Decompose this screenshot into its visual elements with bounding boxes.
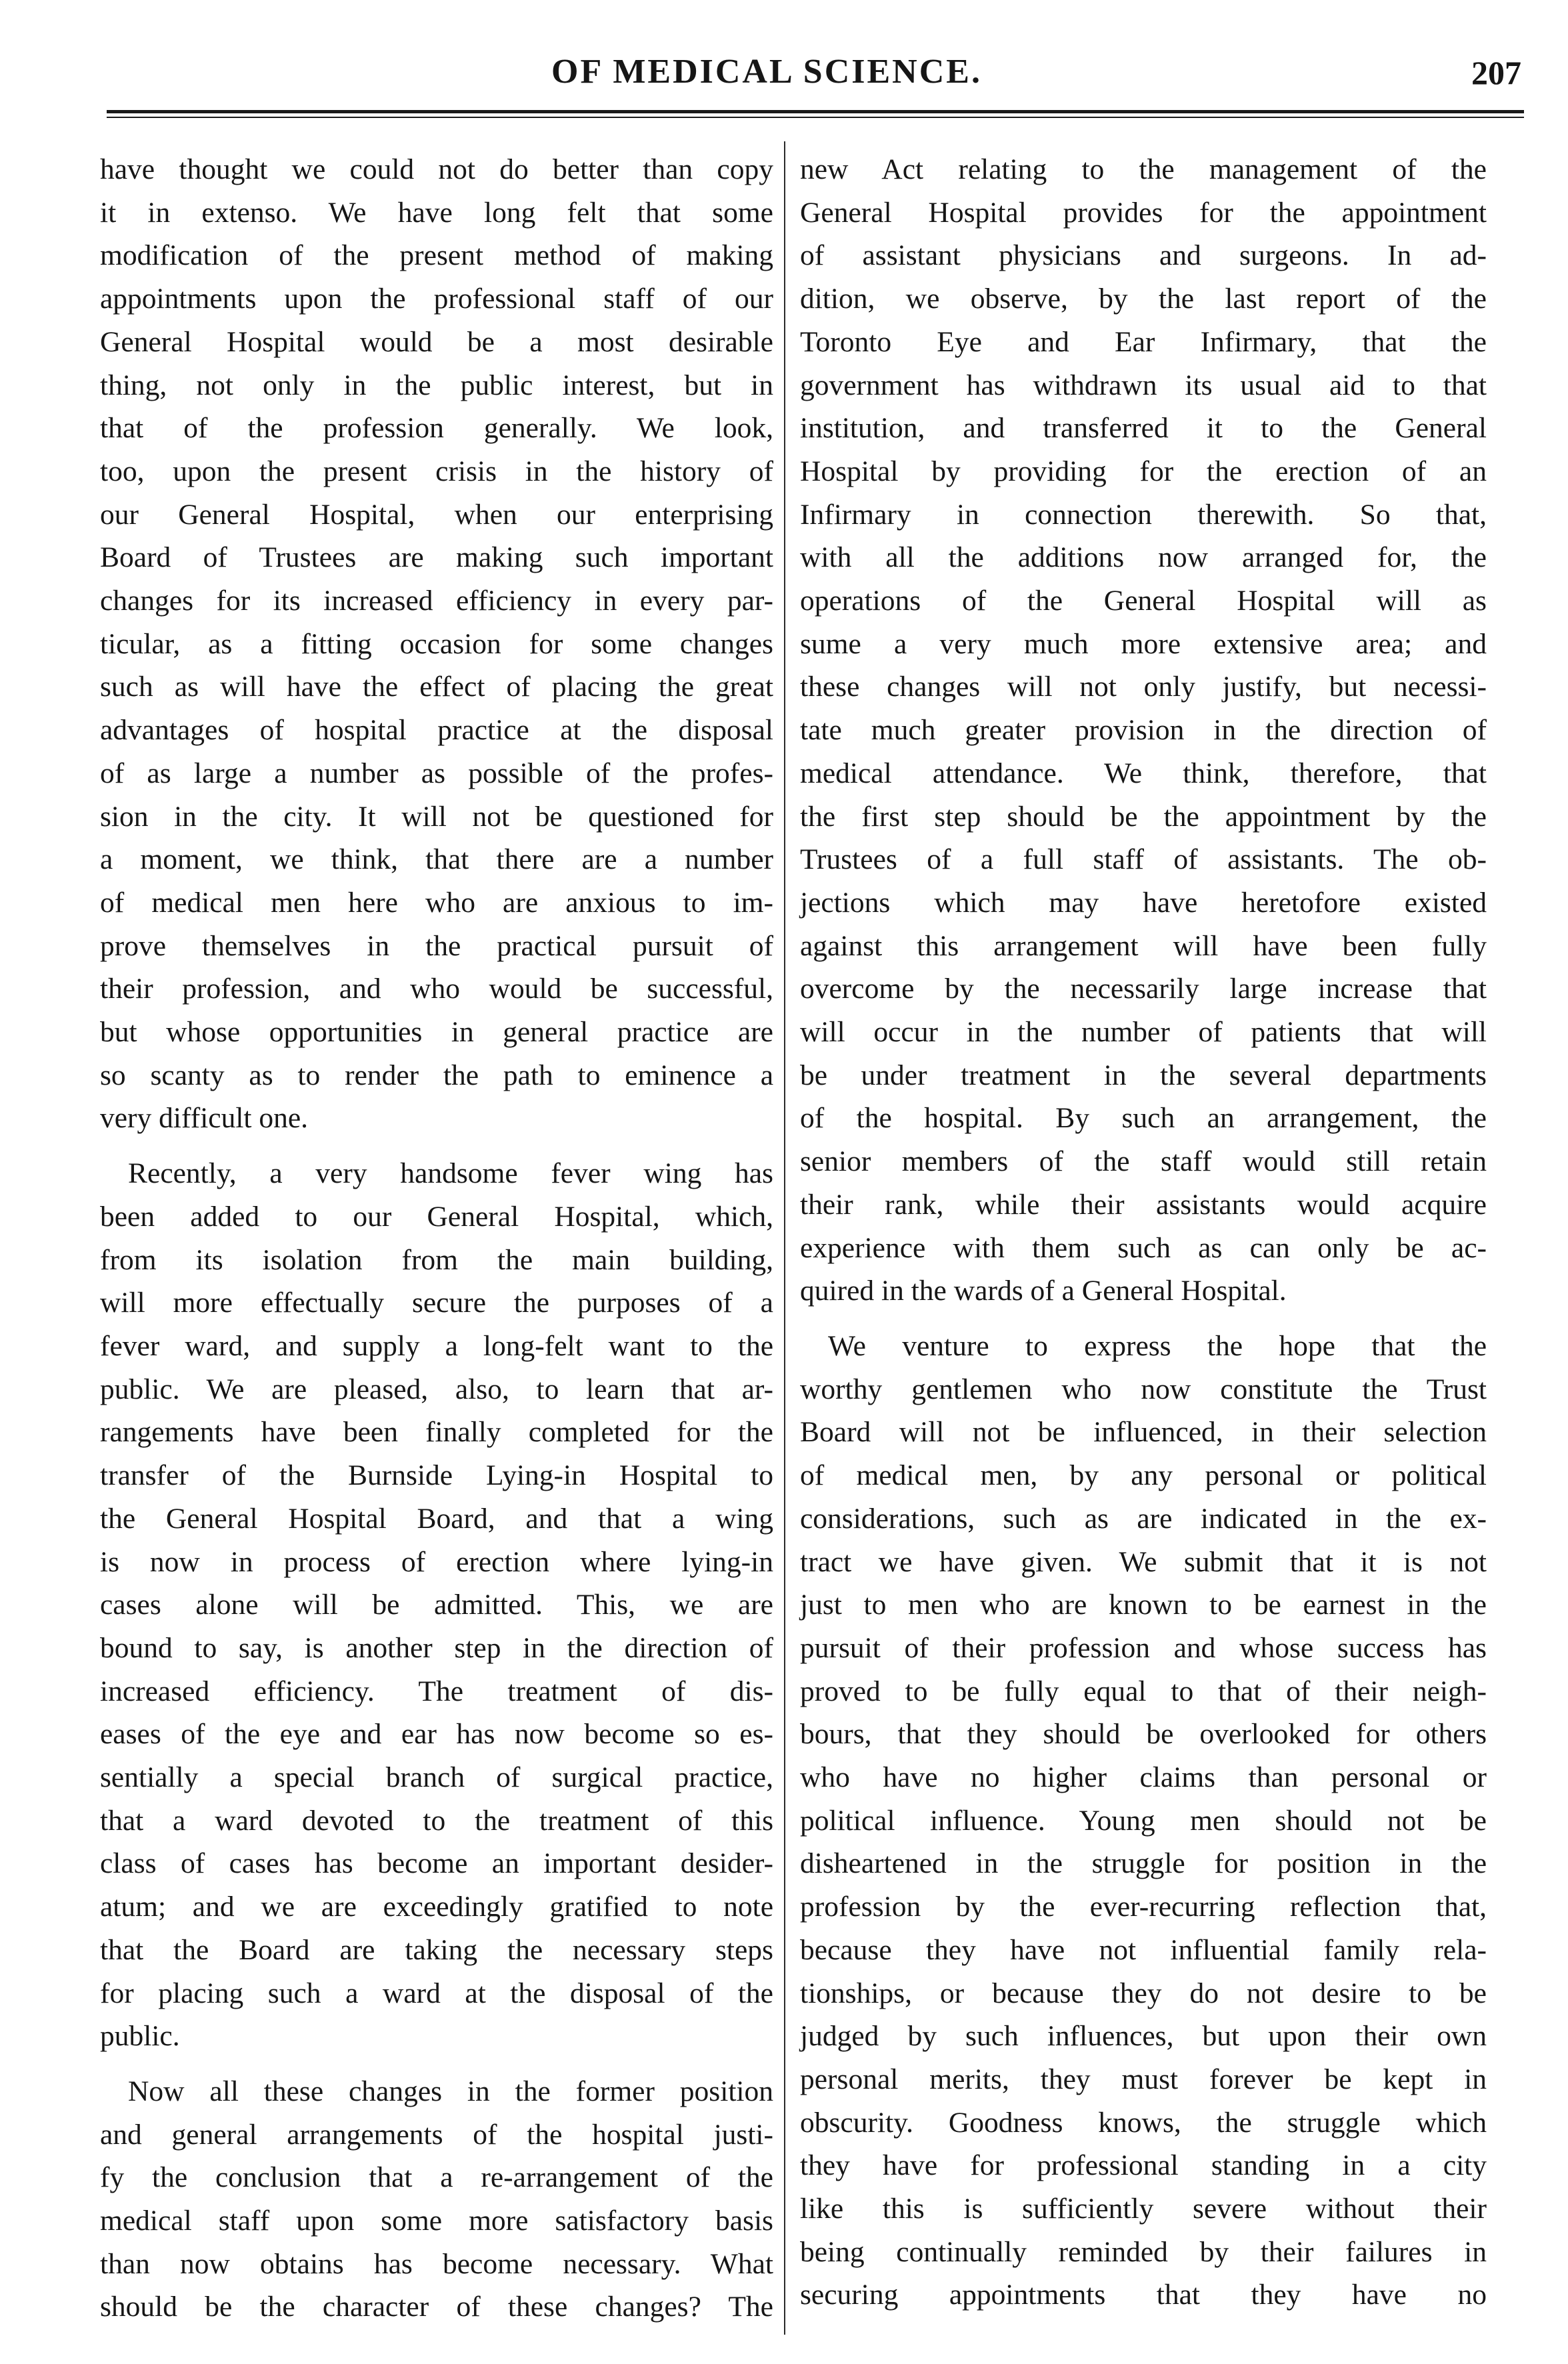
text-line: advantages of hospital practice at the disposal [100,714,773,747]
text-line: class of cases has become an important desider- [100,1847,773,1880]
text-line: prove themselves in the practical pursuit of [100,929,773,962]
text-line: that a ward devoted to the treatment of this [100,1804,773,1837]
text-line: because they have not influential family rela- [800,1933,1487,1966]
text-line: experience with them such as can only be ac- [800,1231,1487,1264]
text-line: dition, we observe, by the last report of the [800,283,1487,315]
header-rule-thin [107,117,1524,118]
text-line: increased efficiency. The treatment of dis- [100,1675,773,1707]
text-line: tate much greater provision in the direction of [800,714,1487,747]
text-line: just to men who are known to be earnest in the [800,1589,1487,1621]
text-line: these changes will not only justify, but necessi- [800,671,1487,703]
text-line: but whose opportunities in general practice are [100,1016,773,1049]
text-line: cases alone will be admitted. This, we are [100,1589,773,1621]
text-line: institution, and transferred it to the General [800,412,1487,445]
text-line: against this arrangement will have been fully [800,929,1487,962]
text-line: proved to be fully equal to that of their neigh- [800,1675,1487,1707]
right-column [800,148,1487,2317]
text-line: who have no higher claims than personal or [800,1761,1487,1794]
text-line: pursuit of their profession and whose success has [800,1631,1487,1664]
text-line: quired in the wards of a General Hospital. [800,1275,1287,1307]
text-line: that the Board are taking the necessary steps [100,1933,773,1966]
text-line: obscurity. Goodness knows, the struggle which [800,2106,1487,2139]
text-line: ticular, as a fitting occasion for some changes [100,627,773,660]
text-line: be under treatment in the several departments [800,1059,1487,1091]
text-line: sion in the city. It will not be questioned for [100,800,773,833]
paragraph-gap [100,1140,773,1152]
text-line: for placing such a ward at the disposal of the [100,1977,773,2009]
text-line: profession by the ever-recurring reflection that, [800,1891,1487,1923]
text-line: is now in process of erection where lying-in [100,1545,773,1578]
text-line: so scanty as to render the path to eminence a [100,1059,773,1091]
text-line: changes for its increased efficiency in every par- [100,585,773,617]
text-line: Trustees of a full staff of assistants. The ob- [800,843,1487,876]
text-line: of medical men here who are anxious to im- [100,886,773,919]
text-line: Board of Trustees are making such important [100,541,773,574]
text-line: than now obtains has become necessary. What [100,2247,773,2280]
text-line: Board will not be influenced, in their selection [800,1416,1487,1449]
text-line: of as large a number as possible of the profes- [100,757,773,789]
text-line: political influence. Young men should not be [800,1804,1487,1837]
text-line: been added to our General Hospital, which, [100,1200,773,1233]
text-line: sentially a special branch of surgical practice, [100,1761,773,1794]
text-line: sume a very much more extensive area; and [800,627,1487,660]
text-line: tract we have given. We submit that it is not [800,1545,1487,1578]
text-line: atum; and we are exceedingly gratified to note [100,1891,773,1923]
text-line: the first step should be the appointment by the [800,800,1487,833]
text-line: the General Hospital Board, and that a wing [100,1502,773,1535]
text-line: disheartened in the struggle for position in the [800,1847,1487,1880]
text-line: bound to say, is another step in the direction of [100,1631,773,1664]
text-line: government has withdrawn its usual aid to that [800,369,1487,401]
text-line: with all the additions now arranged for, the [800,541,1487,574]
text-line: General Hospital would be a most desirable [100,325,773,358]
text-line: and general arrangements of the hospital justi- [100,2118,773,2151]
text-line: such as will have the effect of placing the great [100,671,773,703]
text-line: Now all these changes in the former position [128,2075,773,2107]
text-line: very difficult one. [100,1102,309,1135]
text-line: public. [100,2020,180,2053]
text-line: from its isolation from the main building, [100,1243,773,1276]
page-header [0,0,1568,120]
text-line: overcome by the necessarily large increase that [800,973,1487,1005]
text-line: have thought we could not do better than copy [100,153,773,185]
text-line: medical attendance. We think, therefore, that [800,757,1487,789]
text-line: their profession, and who would be successful, [100,973,773,1005]
text-line: rangements have been finally completed for the [100,1416,773,1449]
text-line: should be the character of these changes? The [100,2291,773,2323]
text-line: fy the conclusion that a re-arrangement of the [100,2161,773,2194]
text-line: Toronto Eye and Ear Infirmary, that the [800,325,1487,358]
text-line: worthy gentlemen who now constitute the Trust [800,1373,1487,1405]
text-line: modification of the present method of making [100,239,773,272]
text-line: new Act relating to the management of the [800,153,1487,185]
text-line: will more effectually secure the purposes of a [100,1287,773,1319]
text-line: Hospital by providing for the erection of an [800,455,1487,487]
text-line: We venture to express the hope that the [828,1329,1487,1362]
text-line: considerations, such as are indicated in the ex- [800,1502,1487,1535]
text-line: too, upon the present crisis in the history of [100,455,773,487]
text-line: personal merits, they must forever be kept in [800,2063,1487,2095]
text-line: Recently, a very handsome fever wing has [128,1157,773,1190]
text-line: eases of the eye and ear has now become so es- [100,1718,773,1751]
text-line: like this is sufficiently severe without their [800,2193,1487,2225]
text-line: public. We are pleased, also, to learn that ar- [100,1373,773,1405]
paragraph-gap [800,1313,1487,1325]
text-line: they have for professional standing in a city [800,2149,1487,2182]
paragraph-gap [100,2058,773,2070]
text-line: Infirmary in connection therewith. So that, [800,498,1487,531]
text-line: jections which may have heretofore existed [800,886,1487,919]
text-line: our General Hospital, when our enterprising [100,498,773,531]
text-line: that of the profession generally. We look, [100,412,773,445]
text-line: being continually reminded by their failures in [800,2235,1487,2268]
text-line: judged by such influences, but upon their own [800,2020,1487,2053]
text-line: will occur in the number of patients that will [800,1016,1487,1049]
text-line: of medical men, by any personal or political [800,1459,1487,1492]
column-divider [784,141,785,2335]
text-line: thing, not only in the public interest, but in [100,369,773,401]
text-line: of assistant physicians and surgeons. In ad- [800,239,1487,272]
text-line: of the hospital. By such an arrangement, the [800,1102,1487,1135]
left-column [100,148,773,2329]
text-line: their rank, while their assistants would acquire [800,1188,1487,1221]
text-line: bours, that they should be overlooked for others [800,1718,1487,1751]
header-rule-thick [107,110,1524,113]
text-line: fever ward, and supply a long-felt want to the [100,1329,773,1362]
text-line: securing appointments that they have no [800,2279,1487,2311]
text-line: transfer of the Burnside Lying-in Hospital to [100,1459,773,1492]
text-line: senior members of the staff would still retain [800,1145,1487,1178]
text-line: medical staff upon some more satisfactory basis [100,2205,773,2237]
text-line: a moment, we think, that there are a number [100,843,773,876]
text-line: appointments upon the professional staff of our [100,283,773,315]
text-line: operations of the General Hospital will as [800,585,1487,617]
text-line: tionships, or because they do not desire to be [800,1977,1487,2009]
text-line: General Hospital provides for the appointment [800,196,1487,229]
running-title: OF MEDICAL SCIENCE. [551,53,982,91]
page-number: 207 [1471,54,1521,91]
text-line: it in extenso. We have long felt that some [100,196,773,229]
